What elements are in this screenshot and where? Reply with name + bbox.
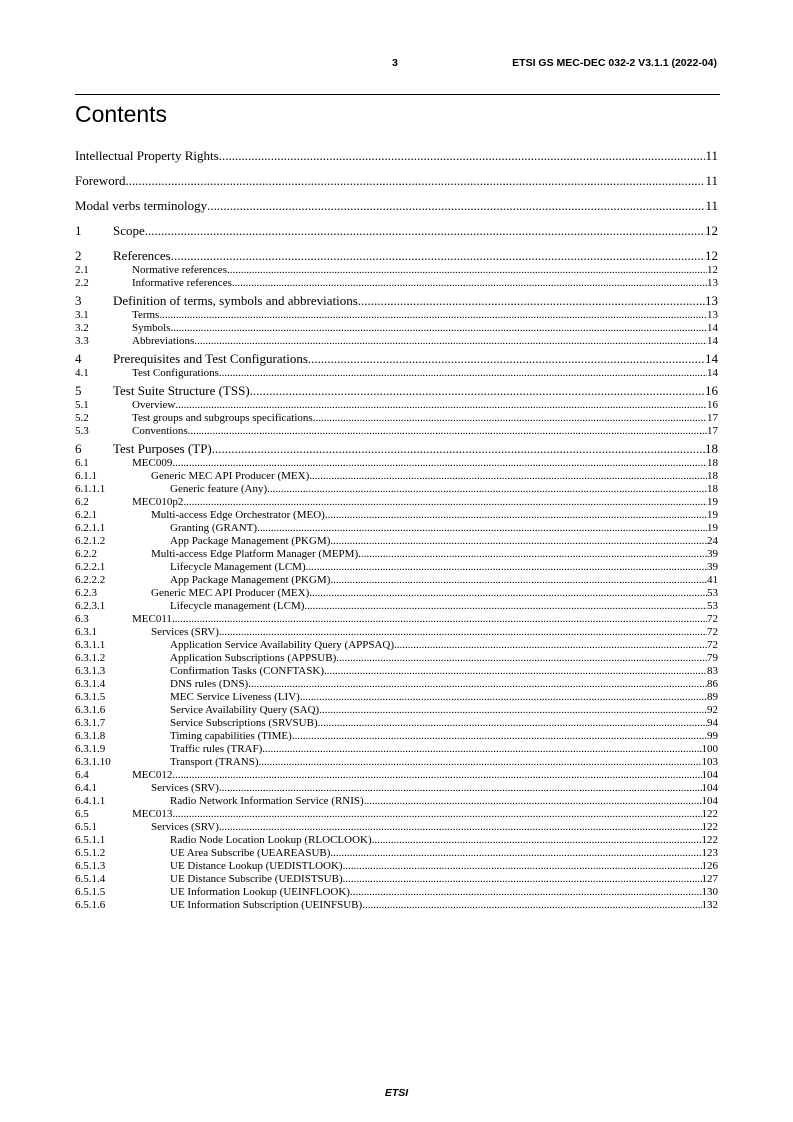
toc-dot-leader: [248, 678, 707, 691]
toc-entry-title: Lifecycle Management (LCM): [170, 561, 306, 573]
toc-entry-page: 41: [707, 574, 718, 586]
toc-entry-title: Abbreviations: [132, 335, 195, 347]
toc-entry[interactable]: [75, 756, 718, 769]
toc-entry-title: Radio Network Information Service (RNIS): [170, 795, 364, 807]
toc-entry[interactable]: [75, 399, 718, 412]
toc-dot-leader: [362, 899, 701, 912]
toc-entry-number: 6.3.1.1: [75, 639, 106, 651]
toc-entry-page: 14: [707, 335, 718, 347]
toc-entry-title: Overview: [132, 399, 176, 411]
toc-dot-leader: [207, 198, 705, 214]
toc-entry[interactable]: [75, 277, 718, 290]
toc-entry-page: 12: [707, 264, 718, 276]
toc-entry-number: 6.5.1.1: [75, 834, 106, 846]
toc-entry-number: 6.1.1: [75, 470, 97, 482]
toc-entry[interactable]: [75, 782, 718, 795]
toc-dot-leader: [194, 335, 707, 348]
toc-entry[interactable]: [75, 173, 718, 189]
toc-entry-number: 3.2: [75, 322, 89, 334]
toc-dot-leader: [394, 639, 707, 652]
toc-dot-leader: [358, 293, 705, 309]
toc-dot-leader: [330, 574, 707, 587]
toc-entry-number: 5.3: [75, 425, 89, 437]
toc-entry-page: 39: [707, 548, 718, 560]
toc-dot-leader: [319, 704, 707, 717]
toc-entry[interactable]: [75, 587, 718, 600]
toc-entry-page: 18: [707, 457, 718, 469]
toc-entry-number: 6.3.1.10: [75, 756, 111, 768]
toc-entry-title: Generic MEC API Producer (MEX): [151, 587, 310, 599]
toc-dot-leader: [219, 782, 702, 795]
toc-entry[interactable]: [75, 198, 718, 214]
toc-entry[interactable]: [75, 457, 718, 470]
toc-entry-number: 6.2.2.2: [75, 574, 106, 586]
toc-entry[interactable]: [75, 561, 718, 574]
toc-entry-page: 13: [707, 309, 718, 321]
toc-entry-page: 16: [707, 399, 718, 411]
toc-entry-number: 1: [75, 223, 82, 238]
toc-entry-title: Services (SRV): [151, 626, 219, 638]
toc-dot-leader: [171, 248, 705, 264]
toc-entry-title: Generic MEC API Producer (MEX): [151, 470, 310, 482]
page-number: 3: [392, 57, 398, 69]
toc-entry-title: Multi-access Edge Orchestrator (MEO): [151, 509, 325, 521]
toc-entry-page: 17: [707, 425, 718, 437]
toc-entry-title: MEC012: [132, 769, 173, 781]
toc-entry-page: 14: [707, 367, 718, 379]
toc-entry-page: 14: [705, 351, 718, 366]
toc-entry-title: Granting (GRANT): [170, 522, 258, 534]
toc-entry-number: 6.4: [75, 769, 89, 781]
toc-entry-page: 19: [707, 509, 718, 521]
toc-entry-page: 122: [701, 821, 718, 833]
toc-entry-page: 122: [701, 834, 718, 846]
toc-entry-title: Service Subscriptions (SRVSUB): [170, 717, 318, 729]
toc-dot-leader: [262, 743, 701, 756]
toc-entry[interactable]: [75, 899, 718, 912]
toc-entry[interactable]: [75, 769, 718, 782]
toc-dot-leader: [318, 717, 707, 730]
toc-entry-title: Scope: [113, 223, 145, 238]
toc-entry-number: 6.2.2: [75, 548, 97, 560]
toc-entry-page: 127: [701, 873, 718, 885]
toc-dot-leader: [309, 470, 707, 483]
toc-entry-page: 39: [707, 561, 718, 573]
toc-dot-leader: [300, 691, 707, 704]
toc-entry-title: App Package Management (PKGM): [170, 535, 331, 547]
toc-entry[interactable]: [75, 441, 718, 457]
toc-entry-number: 6.5.1.2: [75, 847, 106, 859]
toc-entry-number: 6.4.1.1: [75, 795, 106, 807]
toc-dot-leader: [343, 860, 702, 873]
toc-entry-number: 6.3.1.4: [75, 678, 106, 690]
toc-entry-title: Informative references: [132, 277, 232, 289]
toc-entry-page: 100: [701, 743, 718, 755]
toc-dot-leader: [175, 399, 707, 412]
toc-entry[interactable]: [75, 223, 718, 239]
toc-entry-page: 14: [707, 322, 718, 334]
toc-entry[interactable]: [75, 425, 718, 438]
toc-entry-number: 6.3.1.9: [75, 743, 106, 755]
toc-entry-number: 6.3.1.3: [75, 665, 106, 677]
toc-entry[interactable]: [75, 678, 718, 691]
toc-entry[interactable]: [75, 600, 718, 613]
toc-entry-title: Modal verbs terminology: [75, 198, 208, 213]
toc-entry-number: 6.2.1.2: [75, 535, 106, 547]
toc-entry-title: Application Subscriptions (APPSUB): [170, 652, 337, 664]
toc-entry[interactable]: [75, 808, 718, 821]
toc-entry-page: 72: [707, 626, 718, 638]
toc-entry[interactable]: [75, 795, 718, 808]
toc-entry-title: Radio Node Location Lookup (RLOCLOOK): [170, 834, 372, 846]
toc-entry[interactable]: [75, 496, 718, 509]
toc-entry-number: 6.3.1.5: [75, 691, 106, 703]
toc-entry-number: 3.3: [75, 335, 89, 347]
toc-entry-page: 126: [701, 860, 718, 872]
toc-entry-page: 16: [705, 383, 718, 398]
toc-entry-number: 6: [75, 441, 82, 456]
toc-entry-title: Transport (TRANS): [170, 756, 259, 768]
toc-entry-number: 5: [75, 383, 82, 398]
toc-entry[interactable]: [75, 309, 718, 322]
toc-entry-page: 104: [701, 769, 718, 781]
toc-dot-leader: [219, 626, 707, 639]
toc-dot-leader: [350, 886, 702, 899]
toc-entry-number: 4.1: [75, 367, 89, 379]
toc-entry-number: 6.3.1.6: [75, 704, 106, 716]
toc-entry[interactable]: [75, 148, 718, 164]
toc-entry-page: 13: [705, 293, 718, 308]
toc-entry-number: 6.2.2.1: [75, 561, 106, 573]
toc-dot-leader: [172, 769, 701, 782]
toc-entry[interactable]: [75, 691, 718, 704]
toc-entry[interactable]: [75, 293, 718, 309]
toc-entry-title: Application Service Availability Query (APPSAQ): [170, 639, 395, 651]
toc-entry[interactable]: [75, 613, 718, 626]
toc-entry-title: Services (SRV): [151, 821, 219, 833]
toc-entry-title: Test Suite Structure (TSS): [113, 383, 250, 398]
toc-dot-leader: [183, 496, 707, 509]
toc-entry-number: 6.2: [75, 496, 89, 508]
toc-dot-leader: [330, 535, 707, 548]
toc-entry-number: 6.5.1.6: [75, 899, 106, 911]
toc-dot-leader: [232, 277, 707, 290]
toc-entry[interactable]: [75, 264, 718, 277]
toc-dot-leader: [172, 613, 707, 626]
toc-entry-number: 6.2.1.1: [75, 522, 106, 534]
toc-entry-page: 17: [707, 412, 718, 424]
toc-entry-page: 53: [707, 600, 718, 612]
toc-entry[interactable]: [75, 351, 718, 367]
toc-entry-title: Services (SRV): [151, 782, 219, 794]
toc-entry-number: 6.3.1.2: [75, 652, 106, 664]
toc-entry-number: 6.5.1.3: [75, 860, 106, 872]
toc-entry-number: 6.3: [75, 613, 89, 625]
toc-dot-leader: [172, 808, 701, 821]
toc-entry[interactable]: [75, 834, 718, 847]
toc-entry-title: UE Distance Lookup (UEDISTLOOK): [170, 860, 343, 872]
toc-entry-number: 6.1.1.1: [75, 483, 106, 495]
toc-entry-number: 3.1: [75, 309, 89, 321]
toc-entry-page: 18: [707, 483, 718, 495]
toc-dot-leader: [364, 795, 702, 808]
toc-dot-leader: [171, 322, 707, 335]
toc-entry[interactable]: [75, 335, 718, 348]
toc-entry-title: Conventions: [132, 425, 188, 437]
toc-entry-page: 18: [707, 470, 718, 482]
toc-dot-leader: [358, 548, 707, 561]
toc-entry-number: 6.3.1.7: [75, 717, 106, 729]
toc-dot-leader: [304, 600, 707, 613]
toc-entry-title: Foreword: [75, 173, 126, 188]
toc-entry-number: 5.2: [75, 412, 89, 424]
toc-entry-title: Normative references: [132, 264, 227, 276]
toc-entry-title: Symbols: [132, 322, 171, 334]
toc-entry-number: 6.1: [75, 457, 89, 469]
toc-entry-number: 6.5.1.4: [75, 873, 106, 885]
toc-entry-title: Prerequisites and Test Configurations: [113, 351, 308, 366]
toc-entry-page: 53: [707, 587, 718, 599]
toc-entry[interactable]: [75, 412, 718, 425]
toc-entry-page: 72: [707, 613, 718, 625]
toc-entry-title: DNS rules (DNS): [170, 678, 249, 690]
toc-entry-page: 92: [707, 704, 718, 716]
toc-dot-leader: [309, 587, 707, 600]
toc-entry-page: 12: [705, 223, 718, 238]
toc-entry-title: Service Availability Query (SAQ): [170, 704, 320, 716]
toc-entry-page: 13: [707, 277, 718, 289]
toc-entry[interactable]: [75, 367, 718, 380]
contents-title: Contents: [75, 101, 168, 127]
toc-entry[interactable]: [75, 483, 718, 496]
toc-entry-title: Test Purposes (TP): [113, 441, 212, 456]
toc-entry-page: 94: [707, 717, 718, 729]
toc-entry-title: UE Area Subscribe (UEAREASUB): [170, 847, 331, 859]
toc-entry[interactable]: [75, 730, 718, 743]
toc-entry[interactable]: [75, 248, 718, 264]
toc-dot-leader: [126, 173, 706, 189]
toc-dot-leader: [227, 264, 707, 277]
toc-entry-number: 6.3.1.8: [75, 730, 106, 742]
toc-entry-number: 6.2.1: [75, 509, 97, 521]
toc-entry[interactable]: [75, 470, 718, 483]
toc-entry[interactable]: [75, 522, 718, 535]
toc-entry-number: 6.2.3.1: [75, 600, 106, 612]
toc-dot-leader: [324, 665, 707, 678]
toc-entry-title: Timing capabilities (TIME): [170, 730, 292, 742]
toc-entry[interactable]: [75, 665, 718, 678]
toc-entry[interactable]: [75, 717, 718, 730]
toc-dot-leader: [330, 847, 701, 860]
toc-dot-leader: [306, 561, 707, 574]
toc-entry-page: 122: [701, 808, 718, 820]
toc-entry-title: Traffic rules (TRAF): [170, 743, 263, 755]
toc-entry-title: MEC009: [132, 457, 173, 469]
toc-entry-page: 19: [707, 522, 718, 534]
toc-entry-title: Multi-access Edge Platform Manager (MEPM): [151, 548, 359, 560]
toc-entry-page: 86: [707, 678, 718, 690]
toc-entry[interactable]: [75, 847, 718, 860]
toc-entry-title: Intellectual Property Rights: [75, 148, 219, 163]
toc-entry[interactable]: [75, 383, 718, 399]
toc-entry-title: Lifecycle management (LCM): [170, 600, 305, 612]
toc-dot-leader: [250, 383, 705, 399]
toc-entry-title: App Package Management (PKGM): [170, 574, 331, 586]
toc-entry-number: 3: [75, 293, 82, 308]
toc-entry-number: 6.4.1: [75, 782, 97, 794]
toc-entry-title: MEC010p2: [132, 496, 184, 508]
toc-entry-number: 6.3.1: [75, 626, 97, 638]
toc-entry[interactable]: [75, 821, 718, 834]
toc-entry-title: MEC013: [132, 808, 173, 820]
toc-entry-page: 12: [705, 248, 718, 263]
toc-entry-title: Test groups and subgroups specifications: [132, 412, 313, 424]
toc-dot-leader: [212, 441, 705, 457]
toc-entry-page: 18: [705, 441, 718, 456]
toc-entry-title: Confirmation Tasks (CONFTASK): [170, 665, 324, 677]
toc-dot-leader: [219, 367, 707, 380]
toc-entry[interactable]: [75, 574, 718, 587]
toc-dot-leader: [292, 730, 707, 743]
toc-entry-title: UE Distance Subscribe (UEDISTSUB): [170, 873, 343, 885]
toc-dot-leader: [313, 412, 707, 425]
toc-entry-title: Test Configurations: [132, 367, 219, 379]
toc-entry-number: 4: [75, 351, 82, 366]
toc-entry[interactable]: [75, 639, 718, 652]
toc-entry-number: 2.2: [75, 277, 89, 289]
toc-entry[interactable]: [75, 535, 718, 548]
toc-entry-page: 11: [705, 148, 718, 163]
toc-dot-leader: [308, 351, 705, 367]
toc-dot-leader: [219, 148, 706, 164]
toc-entry-page: 130: [701, 886, 718, 898]
toc-entry-title: Definition of terms, symbols and abbreviations: [113, 293, 358, 308]
toc-entry-page: 79: [707, 652, 718, 664]
toc-entry-number: 2.1: [75, 264, 89, 276]
toc-entry-page: 104: [701, 782, 718, 794]
toc-entry-title: Generic feature (Any): [170, 483, 268, 495]
toc-entry-number: 6.5: [75, 808, 89, 820]
toc-entry-title: Terms: [132, 309, 160, 321]
toc-entry[interactable]: [75, 509, 718, 522]
toc-entry[interactable]: [75, 743, 718, 756]
toc-entry-page: 103: [701, 756, 718, 768]
toc-entry-page: 99: [707, 730, 718, 742]
table-of-contents: [75, 0, 718, 1122]
toc-entry[interactable]: [75, 652, 718, 665]
toc-entry-title: UE Information Lookup (UEINFLOOK): [170, 886, 350, 898]
toc-entry[interactable]: [75, 860, 718, 873]
toc-dot-leader: [372, 834, 702, 847]
toc-dot-leader: [159, 309, 707, 322]
document-id: ETSI GS MEC-DEC 032-2 V3.1.1 (2022-04): [512, 57, 717, 69]
footer-etsi: ETSI: [384, 1087, 409, 1099]
toc-entry-title: References: [113, 248, 171, 263]
toc-entry-page: 24: [707, 535, 718, 547]
toc-dot-leader: [257, 522, 707, 535]
toc-entry[interactable]: [75, 704, 718, 717]
toc-entry-page: 83: [707, 665, 718, 677]
toc-dot-leader: [336, 652, 707, 665]
toc-entry-page: 11: [705, 198, 718, 213]
toc-entry-page: 104: [701, 795, 718, 807]
toc-entry[interactable]: [75, 322, 718, 335]
toc-entry-number: 6.5.1: [75, 821, 97, 833]
toc-entry-page: 11: [705, 173, 718, 188]
toc-entry[interactable]: [75, 873, 718, 886]
toc-entry-title: MEC011: [132, 613, 172, 625]
toc-entry-number: 5.1: [75, 399, 89, 411]
toc-entry-number: 2: [75, 248, 82, 263]
toc-entry-page: 89: [707, 691, 718, 703]
toc-dot-leader: [219, 821, 702, 834]
toc-entry-title: UE Information Subscription (UEINFSUB): [170, 899, 363, 911]
toc-entry[interactable]: [75, 886, 718, 899]
toc-dot-leader: [267, 483, 707, 496]
toc-entry-title: MEC Service Liveness (LIV): [170, 691, 300, 703]
toc-entry-page: 19: [707, 496, 718, 508]
toc-entry[interactable]: [75, 548, 718, 561]
toc-entry-page: 123: [701, 847, 718, 859]
toc-dot-leader: [145, 223, 705, 239]
toc-entry[interactable]: [75, 626, 718, 639]
toc-entry-page: 132: [701, 899, 718, 911]
toc-entry-page: 72: [707, 639, 718, 651]
toc-dot-leader: [343, 873, 702, 886]
toc-dot-leader: [325, 509, 707, 522]
toc-dot-leader: [188, 425, 707, 438]
toc-dot-leader: [172, 457, 707, 470]
toc-entry-number: 6.5.1.5: [75, 886, 106, 898]
toc-dot-leader: [259, 756, 702, 769]
toc-entry-number: 6.2.3: [75, 587, 97, 599]
